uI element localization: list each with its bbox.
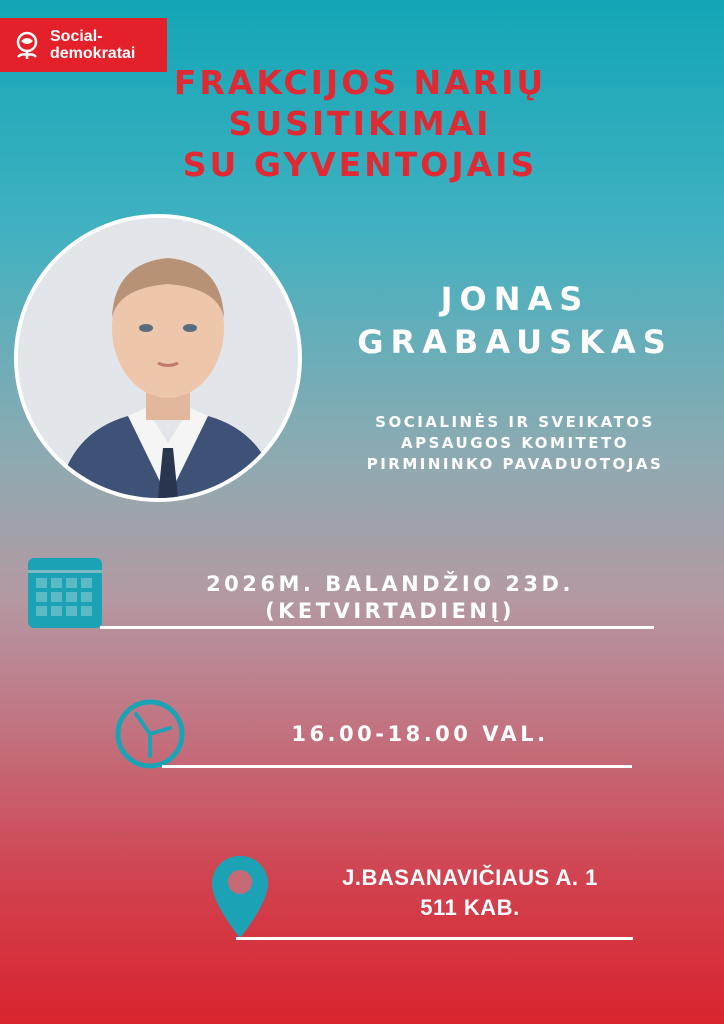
rose-icon — [10, 29, 44, 61]
speaker-photo — [14, 214, 302, 502]
speaker-first-name: JONAS — [440, 280, 590, 318]
date-divider — [100, 626, 654, 629]
logo-line-2: demokratai — [50, 45, 136, 62]
address-divider — [236, 937, 633, 940]
event-headline — [110, 62, 610, 185]
speaker-last-name: GRABAUSKAS — [357, 323, 673, 361]
speaker-role — [320, 412, 710, 475]
headline-line-3: SU GYVENTOJAIS — [182, 145, 538, 184]
event-date-line-1: 2026M. BALANDŽIO 23D. — [206, 572, 574, 596]
calendar-icon — [28, 558, 102, 628]
address-line-1: J.BASANAVIČIAUS A. 1 — [342, 865, 598, 890]
headline-line-1: FRAKCIJOS NARIŲ — [173, 63, 547, 102]
event-date-line-2: (KETVIRTADIENĮ) — [265, 599, 515, 623]
event-address — [300, 863, 640, 923]
speaker-name — [320, 278, 710, 364]
headline-line-2: SUSITIKIMAI — [228, 104, 492, 143]
role-line-2: APSAUGOS KOMITETO — [401, 434, 629, 452]
time-divider — [162, 765, 632, 768]
role-line-1: SOCIALINĖS IR SVEIKATOS — [375, 413, 655, 431]
event-time: 16.00-18.00 VAL. — [291, 722, 549, 746]
logo-line-1: Social- — [50, 28, 103, 45]
location-pin-icon — [212, 856, 268, 938]
logo-text — [50, 28, 135, 62]
clock-icon — [114, 698, 186, 770]
role-line-3: PIRMININKO PAVADUOTOJAS — [366, 455, 664, 473]
event-date — [130, 571, 650, 625]
address-line-2: 511 KAB. — [420, 895, 520, 920]
